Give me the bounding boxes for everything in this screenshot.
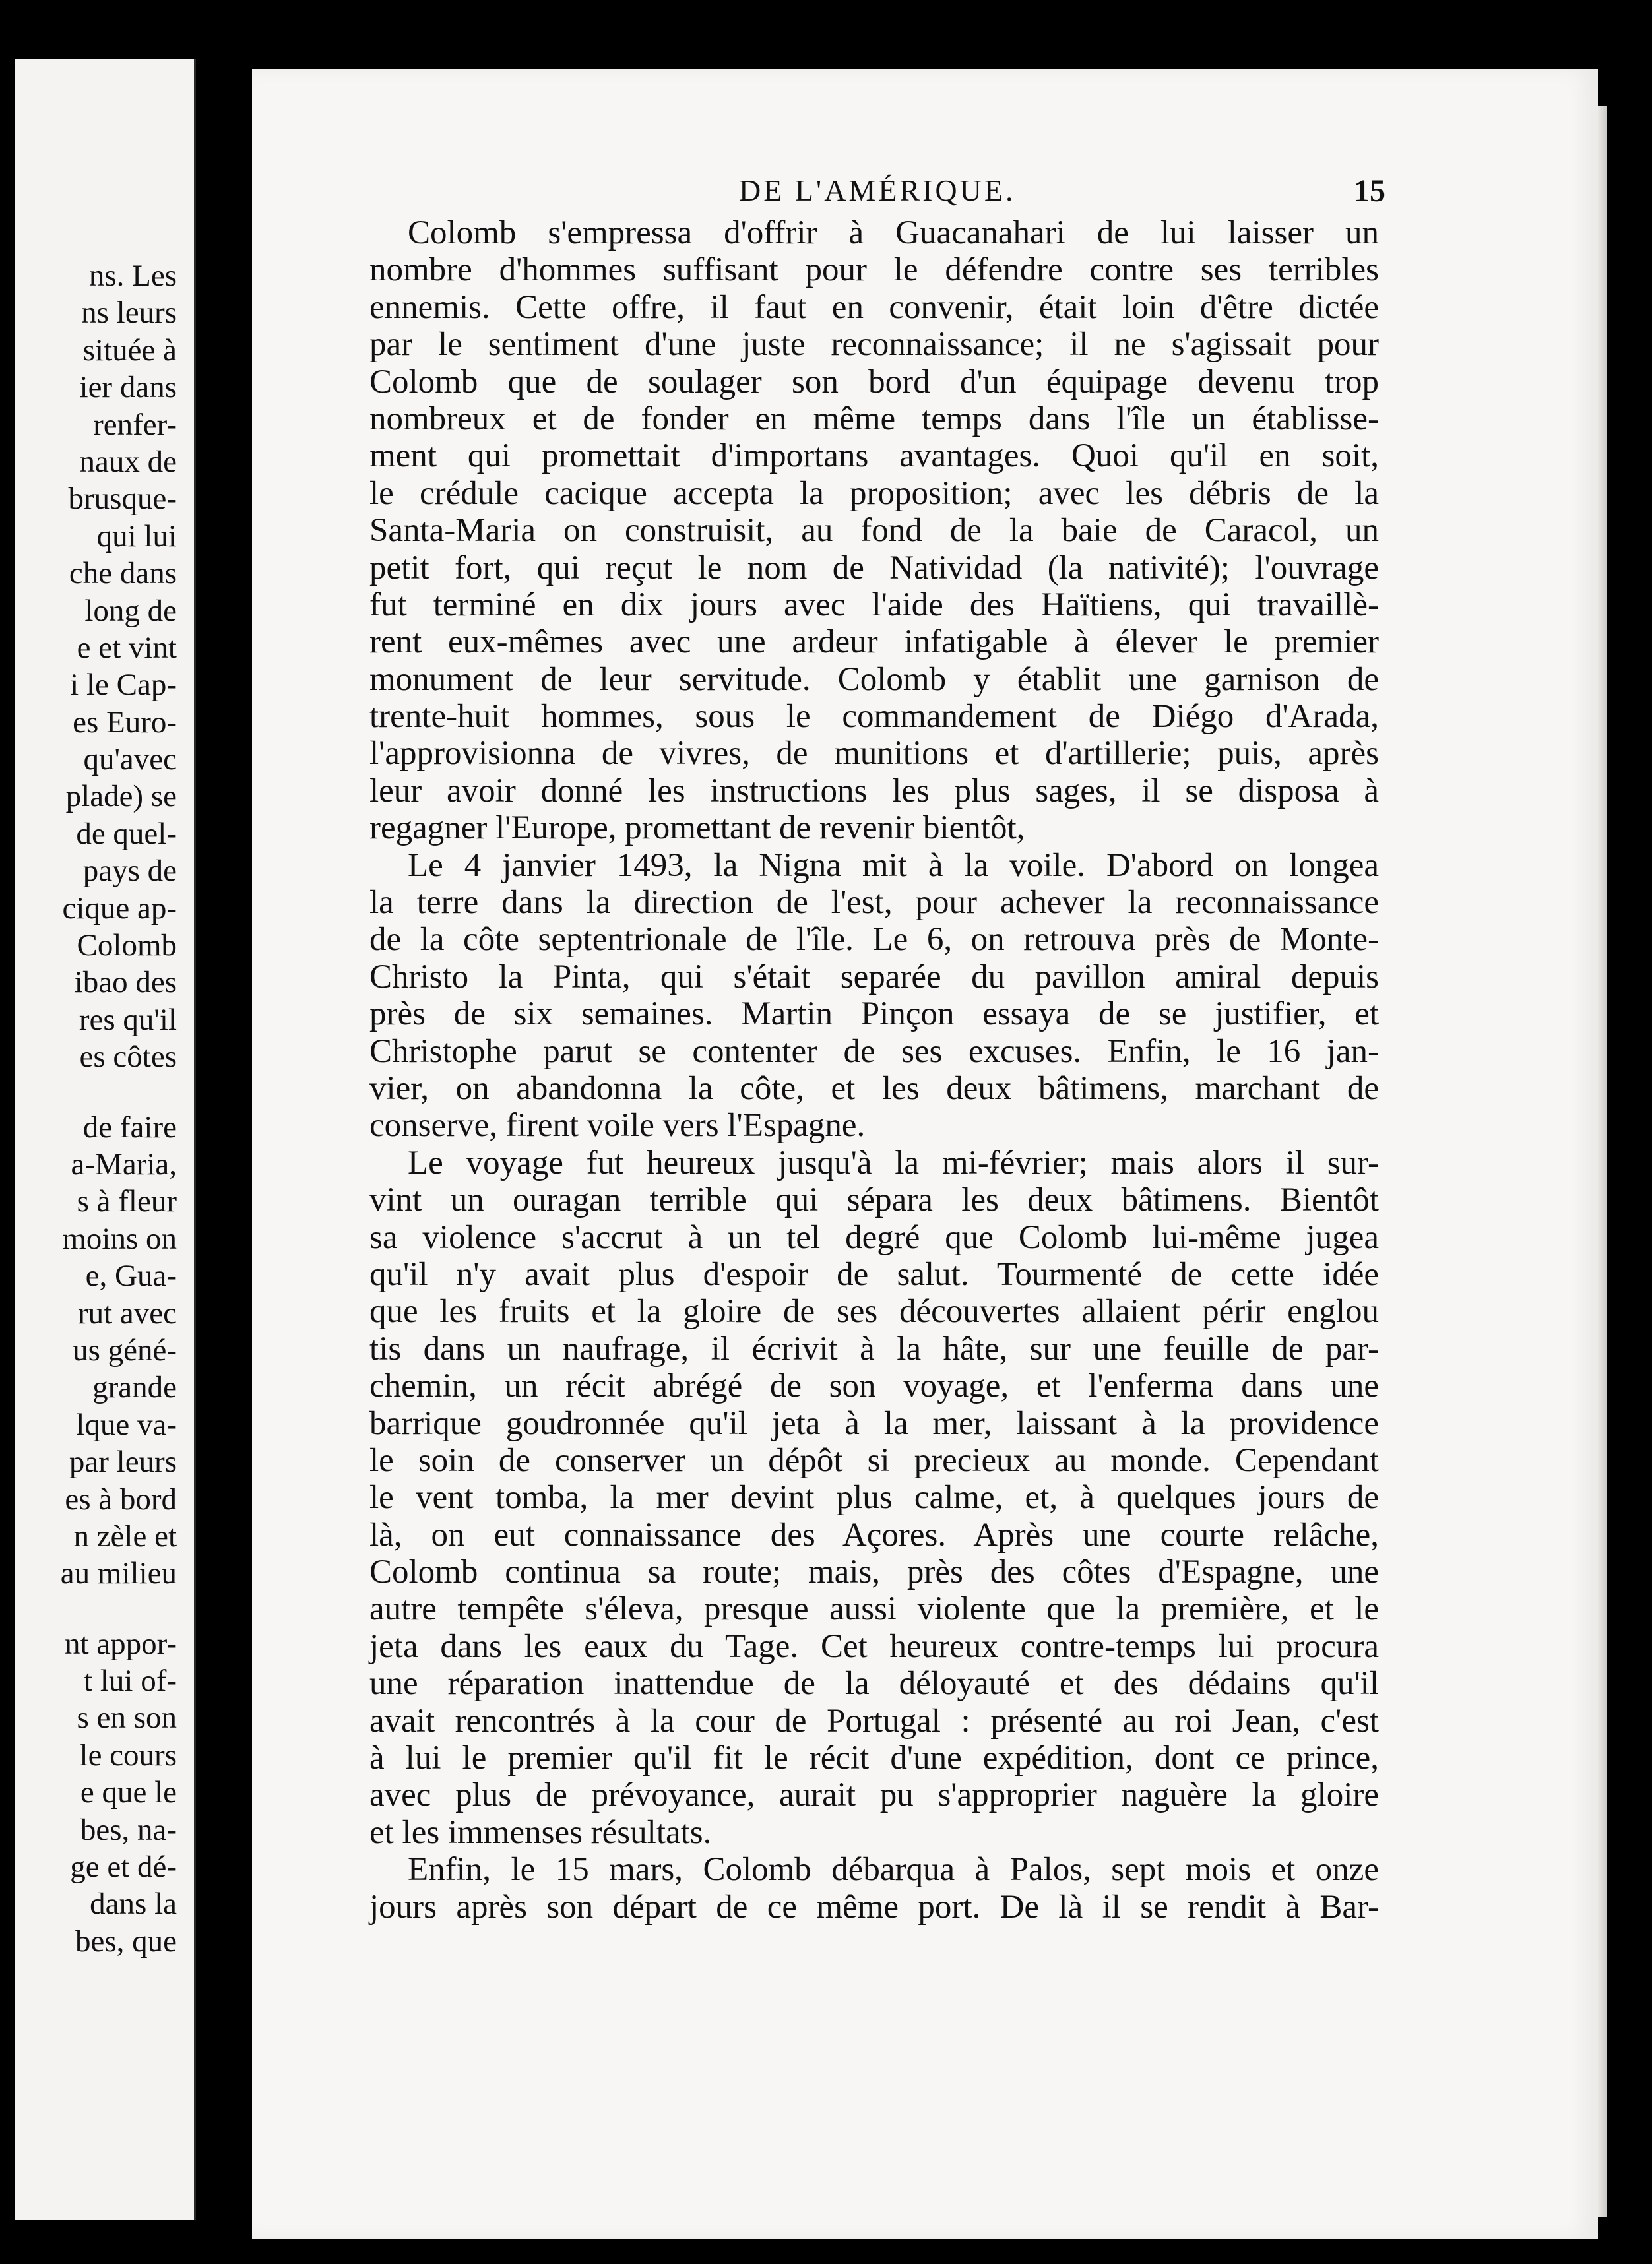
left-page-line: rut avec	[77, 1296, 177, 1331]
left-page-line: i le Cap-	[70, 668, 177, 703]
text-line: jours après son départ de ce même port. De là il se rendit à Bar-	[369, 1888, 1379, 1926]
left-page-line: e et vint	[77, 630, 177, 665]
left-page-line	[15, 1592, 177, 1625]
left-page-line: long de	[84, 593, 177, 628]
page-edge	[1598, 106, 1607, 2217]
text-line: le soin de conserver un dépôt si precieux au monde. Cependant	[369, 1441, 1379, 1479]
text-line: nombre d'hommes suffisant pour le défendre contre ses terribles	[369, 251, 1379, 289]
text-line: rent eux-mêmes avec une ardeur infatigable à élever le premier	[369, 623, 1379, 661]
left-page-line: par leurs	[69, 1445, 177, 1480]
text-line: par le sentiment d'une juste reconnaissance; il ne s'agissait pour	[369, 326, 1379, 363]
left-page-line: brusque-	[68, 482, 177, 517]
left-page-line: naux de	[79, 444, 177, 479]
left-page-line: e que le	[80, 1775, 177, 1810]
left-page-line: ibao des	[74, 965, 177, 1000]
text-line: à lui le premier qu'il fit le récit d'une expédition, dont ce prince,	[369, 1740, 1379, 1777]
left-page-line: qu'avec	[83, 742, 177, 777]
left-page-line: e, Gua-	[85, 1259, 177, 1294]
left-page-line	[15, 1076, 177, 1109]
left-page-line: située à	[82, 332, 177, 367]
left-page-line: le cours	[79, 1738, 177, 1773]
text-line: là, on eut connaissance des Açores. Après une courte relâche,	[369, 1516, 1379, 1554]
text-line: Enfin, le 15 mars, Colomb débarqua à Palos, sept mois et onze	[408, 1851, 1379, 1889]
text-line: que les fruits et la gloire de ses découvertes allaient périr englou	[369, 1293, 1379, 1331]
text-line: de la côte septentrionale de l'île. Le 6, on retrouva près de Monte-	[369, 921, 1379, 959]
text-line: regagner l'Europe, promettant de revenir bientôt,	[369, 809, 1025, 847]
text-line: Colomb s'empressa d'offrir à Guacanahari de lui laisser un	[408, 214, 1379, 251]
text-line: près de six semaines. Martin Pinçon essaya de se justifier, et	[369, 995, 1379, 1033]
text-line: Le 4 janvier 1493, la Nigna mit à la voile. D'abord on longea	[408, 846, 1379, 884]
left-page-line: de quel-	[76, 816, 177, 851]
text-line: Santa-Maria on construisit, au fond de la baie de Caracol, un	[369, 512, 1379, 550]
text-line: fut terminé en dix jours avec l'aide des Haïtiens, qui travaillè-	[369, 586, 1379, 623]
left-page-line: grande	[92, 1370, 177, 1405]
running-head: DE L'AMÉRIQUE.	[739, 173, 1016, 207]
text-line: qu'il n'y avait plus d'espoir de salut. Tourmenté de cette idée	[369, 1255, 1379, 1293]
left-page-line: s à fleur	[77, 1184, 177, 1219]
left-page-line: ns leurs	[81, 296, 177, 330]
text-line: Christophe parut se contenter de ses excuses. Enfin, le 16 jan-	[369, 1032, 1379, 1070]
left-page-line: ier dans	[79, 370, 177, 405]
text-line: leur avoir donné les instructions les plus sages, il se disposa à	[369, 772, 1379, 809]
text-line: autre tempête s'éleva, presque aussi violente que la première, et le	[369, 1590, 1379, 1628]
left-page-line: res qu'il	[79, 1002, 177, 1037]
text-line: avait rencontrés à la cour de Portugal : présenté au roi Jean, c'est	[369, 1702, 1379, 1740]
text-line: nombreux et de fonder en même temps dans l'île un établisse-	[369, 400, 1379, 437]
text-line: le vent tomba, la mer devint plus calme, et, à quelques jours de	[369, 1479, 1379, 1517]
left-page-line: dans la	[90, 1887, 177, 1922]
text-line: la terre dans la direction de l'est, pour achever la reconnaissance	[369, 884, 1379, 922]
text-line: le crédule cacique accepta la proposition; avec les débris de la	[369, 474, 1379, 512]
text-line: sa violence s'accrut à un tel degré que Colomb lui-même jugea	[369, 1218, 1379, 1256]
text-line: l'approvisionna de vivres, de munitions et d'artillerie; puis, après	[369, 735, 1379, 772]
left-page-line: es Euro-	[73, 705, 177, 739]
left-page-line: de faire	[82, 1110, 177, 1145]
text-line: jeta dans les eaux du Tage. Cet heureux contre-temps lui procura	[369, 1627, 1379, 1665]
left-page-line: a-Maria,	[71, 1147, 177, 1181]
text-line: vint un ouragan terrible qui sépara les deux bâtimens. Bientôt	[369, 1181, 1379, 1219]
left-page-line: qui lui	[96, 519, 177, 553]
text-line: conserve, firent voile vers l'Espagne.	[369, 1107, 866, 1145]
left-page-line: n zèle et	[73, 1519, 177, 1554]
left-page-line: lque va-	[76, 1407, 177, 1442]
left-page-line: us géné-	[73, 1333, 177, 1368]
text-line: monument de leur servitude. Colomb y établit une garnison de	[369, 660, 1379, 698]
left-page-line: es côtes	[79, 1040, 177, 1075]
text-line: chemin, un récit abrégé de son voyage, et l'enferma dans une	[369, 1368, 1379, 1405]
left-facing-page	[15, 59, 196, 2220]
left-page-line: au milieu	[60, 1556, 177, 1591]
page-number: 15	[1354, 173, 1385, 208]
text-line: avec plus de prévoyance, aurait pu s'approprier naguère la gloire	[369, 1777, 1379, 1814]
left-page-line: moins on	[62, 1221, 177, 1256]
left-page-line: renfer-	[93, 407, 177, 442]
text-line: ennemis. Cette offre, il faut en convenir, était loin d'être dictée	[369, 288, 1379, 326]
text-line: une réparation inattendue de la déloyauté et des dédains qu'il	[369, 1665, 1379, 1703]
text-line: tis dans un naufrage, il écrivit à la hâte, sur une feuille de par-	[369, 1330, 1379, 1368]
left-page-line: nt appor-	[64, 1626, 177, 1661]
left-page-line: es à bord	[65, 1482, 177, 1517]
left-page-text	[15, 257, 177, 1960]
left-page-line: pays de	[82, 854, 177, 889]
left-page-line: cique ap-	[62, 891, 177, 926]
body-text	[369, 214, 1379, 1926]
text-line: Christo la Pinta, qui s'était separée du pavillon amiral depuis	[369, 958, 1379, 995]
text-line: vier, on abandonna la côte, et les deux bâtimens, marchant de	[369, 1069, 1379, 1107]
left-page-line: t lui of-	[84, 1664, 177, 1699]
text-line: Colomb que de soulager son bord d'un équipage devenu trop	[369, 363, 1379, 400]
page-header	[369, 173, 1385, 219]
left-page-line: ns. Les	[88, 259, 177, 293]
left-page-line: plade) se	[65, 779, 177, 814]
left-page-line: bes, que	[75, 1924, 177, 1959]
text-line: barrique goudronnée qu'il jeta à la mer, laissant à la providence	[369, 1404, 1379, 1442]
left-page-line: che dans	[69, 556, 177, 591]
left-page-line: Colomb	[77, 928, 177, 963]
left-page-line: bes, na-	[80, 1812, 177, 1847]
text-line: ment qui promettait d'importans avantages. Quoi qu'il en soit,	[369, 437, 1379, 475]
text-line: Le voyage fut heureux jusqu'à la mi-février; mais alors il sur-	[408, 1144, 1379, 1181]
left-page-line: ge et dé-	[70, 1850, 177, 1885]
text-line: et les immenses résultats.	[369, 1813, 712, 1851]
text-line: trente-huit hommes, sous le commandement de Diégo d'Arada,	[369, 698, 1379, 736]
text-line: Colomb continua sa route; mais, près des côtes d'Espagne, une	[369, 1554, 1379, 1591]
text-line: petit fort, qui reçut le nom de Natividad (la nativité); l'ouvrage	[369, 549, 1379, 586]
left-page-line: s en son	[77, 1701, 177, 1736]
